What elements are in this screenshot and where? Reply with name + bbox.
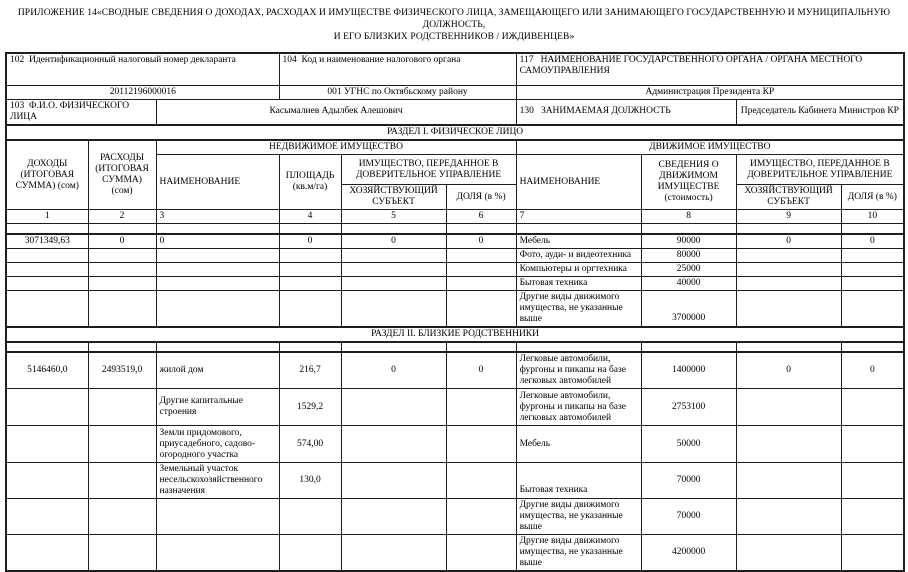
table-cell: [841, 535, 904, 572]
empty-cell: [736, 342, 841, 352]
table-cell: 5146460,0: [6, 352, 88, 389]
table-cell: 1400000: [641, 352, 736, 389]
column-number: 4: [279, 210, 341, 224]
table-cell: [446, 499, 516, 535]
table-cell: [446, 463, 516, 499]
table-cell: 0: [841, 234, 904, 249]
table-cell: [279, 499, 341, 535]
table-cell: [736, 499, 841, 535]
table-cell: [341, 248, 446, 262]
empty-cell: [446, 224, 516, 234]
table-cell: 0: [736, 352, 841, 389]
table-cell: 0: [446, 352, 516, 389]
table-cell: [6, 463, 88, 499]
column-number: 5: [341, 210, 446, 224]
section-1-body: [6, 234, 904, 328]
table-cell: [736, 426, 841, 463]
table-cell: Бытовая техника: [516, 276, 641, 290]
table-cell: [341, 276, 446, 290]
table-cell: Легковые автомобили, фургоны и пикапы на базе легковых автомобилей: [516, 389, 641, 426]
table-cell: Мебель: [516, 426, 641, 463]
column-number: 10: [841, 210, 904, 224]
table-cell: 130,0: [279, 463, 341, 499]
table-cell: 0: [88, 234, 156, 249]
table-cell: [88, 276, 156, 290]
table-cell: [841, 290, 904, 327]
table-cell: [841, 499, 904, 535]
table-cell: [446, 389, 516, 426]
column-number: 6: [446, 210, 516, 224]
table-cell: 216,7: [279, 352, 341, 389]
col-header-share-movable: ДОЛЯ (в %): [841, 185, 904, 210]
table-cell: [446, 290, 516, 327]
group-header-immovable: НЕДВИЖИМОЕ ИМУЩЕСТВО: [156, 140, 516, 155]
table-cell: [88, 290, 156, 327]
table-cell: 40000: [641, 276, 736, 290]
document-title-line-2: И ЕГО БЛИЗКИХ РОДСТВЕННИКОВ / ИЖДИВЕНЦЕВ»: [333, 32, 575, 42]
table-cell: 0: [736, 234, 841, 249]
col-header-incomes: ДОХОДЫ (ИТОГОВАЯ СУММА) (сом): [6, 140, 88, 210]
empty-cell: [88, 342, 156, 352]
empty-cell: [88, 224, 156, 234]
table-cell: жилой дом: [156, 352, 279, 389]
table-cell: 2753100: [641, 389, 736, 426]
table-cell: 90000: [641, 234, 736, 249]
empty-cell: [446, 342, 516, 352]
table-cell: Другие виды движимого имущества, не указанные выше: [516, 499, 641, 535]
column-number: 7: [516, 210, 641, 224]
table-cell: Земли придомового, приусадебного, садово-огородного участка: [156, 426, 279, 463]
table-row: [6, 262, 904, 276]
table-cell: [341, 426, 446, 463]
empty-cell: [736, 224, 841, 234]
field-130-label: 130 ЗАНИМАЕМАЯ ДОЛЖНОСТЬ: [516, 99, 736, 125]
column-number: 8: [641, 210, 736, 224]
table-cell: [156, 262, 279, 276]
table-cell: [88, 389, 156, 426]
table-cell: [446, 248, 516, 262]
empty-cell: [156, 224, 279, 234]
table-cell: [446, 276, 516, 290]
empty-cell: [156, 342, 279, 352]
spacer-row: [6, 224, 904, 234]
table-cell: [156, 535, 279, 572]
table-cell: Легковые автомобили, фургоны и пикапы на базе легковых автомобилей: [516, 352, 641, 389]
table-cell: 4200000: [641, 535, 736, 572]
col-header-name-immovable: НАИМЕНОВАНИЕ: [156, 155, 279, 210]
col-header-area: ПЛОЩАДЬ (кв.м/га): [279, 155, 341, 210]
empty-cell: [341, 342, 446, 352]
table-row: [6, 535, 904, 572]
empty-cell: [841, 224, 904, 234]
table-cell: [6, 276, 88, 290]
table-cell: [88, 499, 156, 535]
info-values-row: [6, 85, 904, 99]
table-cell: [341, 499, 446, 535]
table-cell: [341, 463, 446, 499]
field-117-value: Администрация Президента КР: [516, 85, 904, 99]
column-number: 1: [6, 210, 88, 224]
table-cell: 1529,2: [279, 389, 341, 426]
section-2-header: [6, 327, 904, 352]
table-cell: [88, 248, 156, 262]
table-row: [6, 463, 904, 499]
column-numbers-row: [6, 210, 904, 224]
table-cell: [446, 262, 516, 276]
table-cell: [156, 499, 279, 535]
table-cell: Мебель: [516, 234, 641, 249]
field-104-value: 001 УГНС по Октябьскому району: [279, 85, 516, 99]
group-header-movable: ДВИЖИМОЕ ИМУЩЕСТВО: [516, 140, 904, 155]
table-cell: [279, 290, 341, 327]
table-cell: Бытовая техника: [516, 463, 641, 499]
table-cell: [841, 426, 904, 463]
table-cell: [88, 535, 156, 572]
empty-cell: [516, 224, 641, 234]
field-102-label: 102 Идентификационный налоговый номер декларанта: [6, 53, 279, 85]
table-row: [6, 389, 904, 426]
column-number: 3: [156, 210, 279, 224]
table-row: [6, 276, 904, 290]
table-cell: [279, 276, 341, 290]
table-cell: [279, 248, 341, 262]
table-cell: [736, 535, 841, 572]
table-cell: [736, 276, 841, 290]
section-2-body: [6, 352, 904, 571]
table-row: [6, 352, 904, 389]
group-header-row: [6, 140, 904, 155]
column-number: 2: [88, 210, 156, 224]
table-cell: 50000: [641, 426, 736, 463]
table-cell: 0: [446, 234, 516, 249]
table-cell: Другие виды движимого имущества, не указанные выше: [516, 290, 641, 327]
table-cell: 0: [341, 234, 446, 249]
table-cell: 2493519,0: [88, 352, 156, 389]
table-cell: Земельный участок несельскохозяйственного назначения: [156, 463, 279, 499]
section-1-title: РАЗДЕЛ I. ФИЗИЧЕСКОЕ ЛИЦО: [6, 125, 904, 140]
table-cell: 0: [341, 352, 446, 389]
empty-cell: [341, 224, 446, 234]
table-cell: [736, 290, 841, 327]
table-cell: Другие капитальные строения: [156, 389, 279, 426]
empty-cell: [841, 342, 904, 352]
table-cell: [841, 248, 904, 262]
info-header-section: [6, 53, 904, 234]
table-cell: Компьютеры и оргтехника: [516, 262, 641, 276]
table-cell: [736, 389, 841, 426]
table-cell: [6, 499, 88, 535]
section-2-header-row: [6, 327, 904, 342]
table-cell: 70000: [641, 499, 736, 535]
table-cell: [6, 535, 88, 572]
section-2-title: РАЗДЕЛ II. БЛИЗКИЕ РОДСТВЕННИКИ: [6, 327, 904, 342]
document-title-line-1: ПРИЛОЖЕНИЕ 14«СВОДНЫЕ СВЕДЕНИЯ О ДОХОДАХ, РАСХОДАХ И ИМУЩЕСТВЕ ФИЗИЧЕСКОГО ЛИЦА, ЗАМЕЩАЮЩЕГО ИЛИ ЗАНИМАЮЩЕГО ГОСУДАРСТВЕННУЮ И МУНИЦИПАЛЬНУЮ ДОЛЖНОСТЬ,: [17, 8, 891, 30]
table-row: [6, 234, 904, 249]
table-cell: 0: [279, 234, 341, 249]
table-cell: 25000: [641, 262, 736, 276]
table-cell: [156, 290, 279, 327]
section-1-header-row: [6, 125, 904, 140]
col-header-trust-movable: ИМУЩЕСТВО, ПЕРЕДАННОЕ В ДОВЕРИТЕЛЬНОЕ УПРАВЛЕНИЕ: [736, 155, 904, 185]
field-130-value: Председатель Кабинета Министров КР: [736, 99, 904, 125]
table-cell: [736, 248, 841, 262]
table-cell: [6, 426, 88, 463]
empty-cell: [641, 342, 736, 352]
table-cell: [6, 248, 88, 262]
table-cell: [736, 262, 841, 276]
table-cell: [341, 262, 446, 276]
info-labels-row: [6, 53, 904, 85]
table-cell: [341, 535, 446, 572]
table-cell: 3071349,63: [6, 234, 88, 249]
table-row: [6, 426, 904, 463]
table-cell: 3700000: [641, 290, 736, 327]
document-title: [10, 7, 898, 43]
table-cell: [6, 389, 88, 426]
person-row: [6, 99, 904, 125]
table-cell: 0: [841, 352, 904, 389]
table-cell: 0: [156, 234, 279, 249]
table-cell: [6, 290, 88, 327]
table-cell: 574,00: [279, 426, 341, 463]
table-cell: 70000: [641, 463, 736, 499]
empty-cell: [641, 224, 736, 234]
table-cell: [279, 262, 341, 276]
table-cell: [841, 463, 904, 499]
table-row: [6, 499, 904, 535]
table-cell: [841, 262, 904, 276]
table-cell: [88, 262, 156, 276]
declaration-table: [5, 52, 905, 572]
col-header-entity-immovable: ХОЗЯЙСТВУЮЩИЙ СУБЪЕКТ: [341, 185, 446, 210]
table-cell: [841, 276, 904, 290]
table-cell: [279, 535, 341, 572]
col-header-name-movable: НАИМЕНОВАНИЕ: [516, 155, 641, 210]
column-number: 9: [736, 210, 841, 224]
table-cell: [446, 535, 516, 572]
table-cell: [341, 290, 446, 327]
table-cell: [88, 463, 156, 499]
table-row: [6, 248, 904, 262]
table-cell: 80000: [641, 248, 736, 262]
table-cell: [446, 426, 516, 463]
table-cell: Другие виды движимого имущества, не указанные выше: [516, 535, 641, 572]
empty-cell: [6, 342, 88, 352]
field-103-label: 103 Ф.И.О. ФИЗИЧЕСКОГО ЛИЦА: [6, 99, 156, 125]
spacer-row: [6, 342, 904, 352]
col-header-expenses: РАСХОДЫ (ИТОГОВАЯ СУММА) (сом): [88, 140, 156, 210]
col-header-movable-info: СВЕДЕНИЯ О ДВИЖИМОМ ИМУЩЕСТВЕ (стоимость): [641, 155, 736, 210]
table-cell: [6, 262, 88, 276]
field-102-value: 20112196000016: [6, 85, 279, 99]
table-row: [6, 290, 904, 327]
empty-cell: [516, 342, 641, 352]
empty-cell: [279, 342, 341, 352]
field-103-value: Касымалиев Адылбек Алешович: [156, 99, 516, 125]
table-cell: [736, 463, 841, 499]
table-cell: [156, 248, 279, 262]
col-header-trust-immovable: ИМУЩЕСТВО, ПЕРЕДАННОЕ В ДОВЕРИТЕЛЬНОЕ УПРАВЛЕНИЕ: [341, 155, 516, 185]
empty-cell: [279, 224, 341, 234]
field-104-label: 104 Код и наименование налогового органа: [279, 53, 516, 85]
table-cell: [88, 426, 156, 463]
table-cell: [841, 389, 904, 426]
table-cell: [341, 389, 446, 426]
col-header-share-immovable: ДОЛЯ (в %): [446, 185, 516, 210]
empty-cell: [6, 224, 88, 234]
table-cell: Фото, ауди- и видеотехника: [516, 248, 641, 262]
field-117-label: 117 НАИМЕНОВАНИЕ ГОСУДАРСТВЕННОГО ОРГАНА / ОРГАНА МЕСТНОГО САМОУПРАВЛЕНИЯ: [516, 53, 904, 85]
table-cell: [156, 276, 279, 290]
col-header-entity-movable: ХОЗЯЙСТВУЮЩИЙ СУБЪЕКТ: [736, 185, 841, 210]
